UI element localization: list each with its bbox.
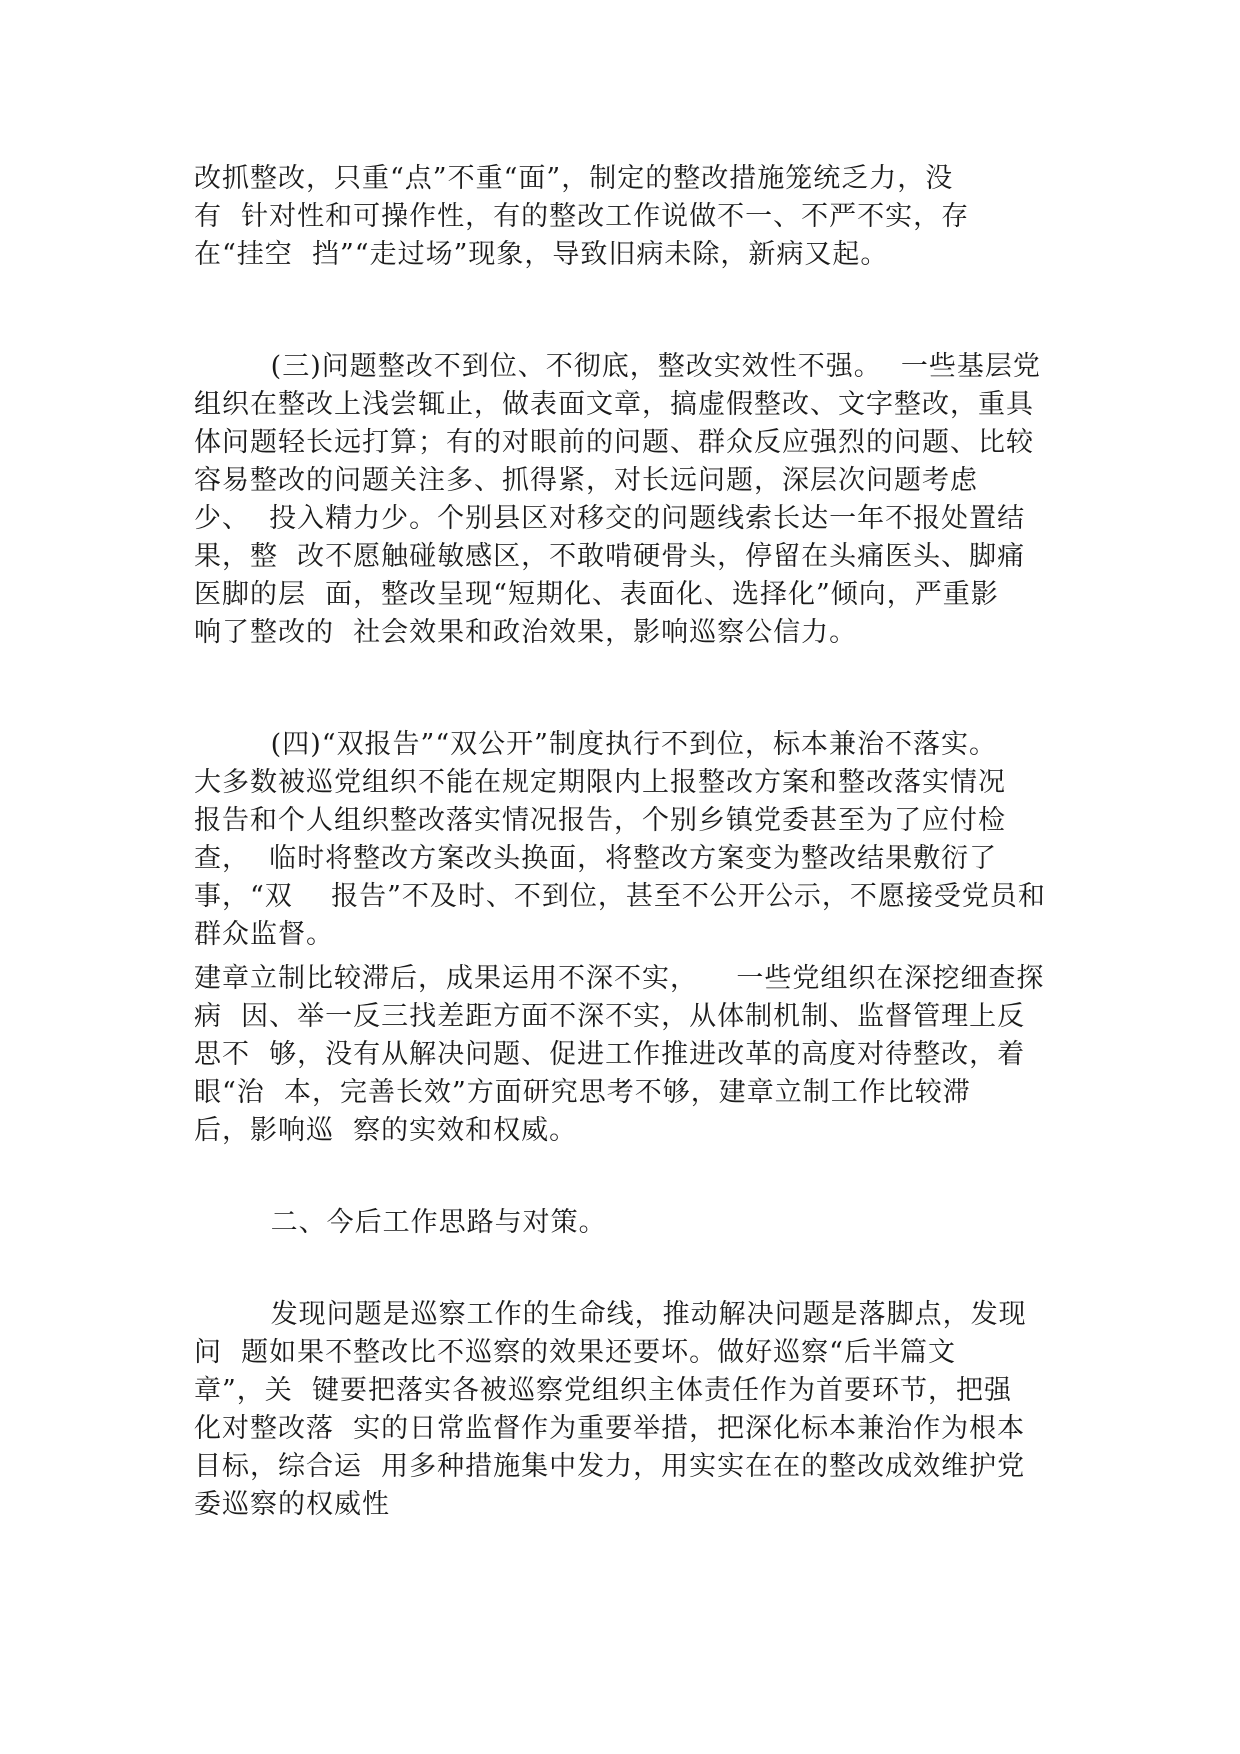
- spacer: [194, 1150, 1054, 1204]
- text-line: 思不 够，没有从解决问题、促进工作推进改革的高度对待整改，着: [194, 1039, 1026, 1070]
- text-line: 容易整改的问题关注多、抓得紧，对长远问题，深层次问题考虑: [194, 465, 978, 496]
- text-line: 大多数被巡党组织不能在规定期限内上报整改方案和整改落实情况: [194, 767, 1006, 798]
- text-line: 病 因、举一反三找差距方面不深不实，从体制机制、监督管理上反: [194, 1001, 1026, 1032]
- text-line: 目标，综合运 用多种措施集中发力，用实实在在的整改成效维护党: [194, 1451, 1026, 1482]
- text-line: 少、 投入精力少。个别县区对移交的问题线索长达一年不报处置结: [194, 503, 1026, 534]
- text-line: 化对整改落 实的日常监督作为重要举措，把深化标本兼治作为根本: [194, 1413, 1026, 1444]
- text-line: 果，整 改不愿触碰敏感区，不敢啃硬骨头，停留在头痛医头、脚痛: [194, 541, 1026, 572]
- text-line: 体问题轻长远打算；有的对眼前的问题、群众反应强烈的问题、比较: [194, 427, 1034, 458]
- text-line: 医脚的层 面，整改呈现“短期化、表面化、选择化”倾向，严重影: [194, 579, 999, 610]
- text-line: 委巡察的权威性: [194, 1489, 390, 1520]
- text-line: 查， 临时将整改方案改头换面，将整改方案变为整改结果敷衍了: [194, 843, 998, 874]
- paragraph-section-4: [194, 726, 1054, 954]
- text-line: 章”，关 键要把落实各被巡察党组织主体责任作为首要环节，把强: [194, 1375, 1012, 1406]
- text-line: 响了整改的 社会效果和政治效果，影响巡察公信力。: [194, 617, 858, 648]
- spacer: [194, 1242, 1054, 1296]
- text-line: 报告和个人组织整改落实情况报告，个别乡镇党委甚至为了应付检: [194, 805, 1006, 836]
- text-line: 群众监督。: [194, 919, 334, 950]
- spacer: [194, 274, 1054, 348]
- paragraph-intro: [194, 160, 1054, 274]
- text-line: 事，“双 报告”不及时、不到位，甚至不公开公示，不愿接受党员和: [194, 881, 1046, 912]
- text-line: 改抓整改，只重“点”不重“面”，制定的整改措施笼统乏力，没: [194, 163, 954, 194]
- text-line: 眼“治 本，完善长效”方面研究思考不够，建章立制工作比较滞: [194, 1077, 971, 1108]
- text-line: 后，影响巡 察的实效和权威。: [194, 1115, 578, 1146]
- text-line: (四)“双报告”“双公开”制度执行不到位，标本兼治不落实。: [194, 729, 997, 760]
- paragraph-strategy: [194, 1296, 1054, 1524]
- text-line: (三)问题整改不到位、不彻底，整改实效性不强。 一些基层党: [194, 351, 1041, 382]
- section-heading: [194, 1204, 1054, 1242]
- spacer: [194, 652, 1054, 726]
- paragraph-section-5: [194, 960, 1054, 1150]
- paragraph-section-3: [194, 348, 1054, 652]
- text-line: 发现问题是巡察工作的生命线，推动解决问题是落脚点，发现: [194, 1299, 1027, 1330]
- text-line: 问 题如果不整改比不巡察的效果还要坏。做好巡察“后半篇文: [194, 1337, 956, 1368]
- document-page: [194, 160, 1054, 1524]
- text-line: 有 针对性和可操作性，有的整改工作说做不一、不严不实，存: [194, 201, 970, 232]
- text-line: 组织在整改上浅尝辄止，做表面文章，搞虚假整改、文字整改，重具: [194, 389, 1034, 420]
- text-line: 在“挂空 挡”“走过场”现象，导致旧病未除，新病又起。: [194, 239, 889, 270]
- heading-line: 二、今后工作思路与对策。: [194, 1207, 607, 1238]
- text-line: 建章立制比较滞后，成果运用不深不实， 一些党组织在深挖细查探: [194, 963, 1045, 994]
